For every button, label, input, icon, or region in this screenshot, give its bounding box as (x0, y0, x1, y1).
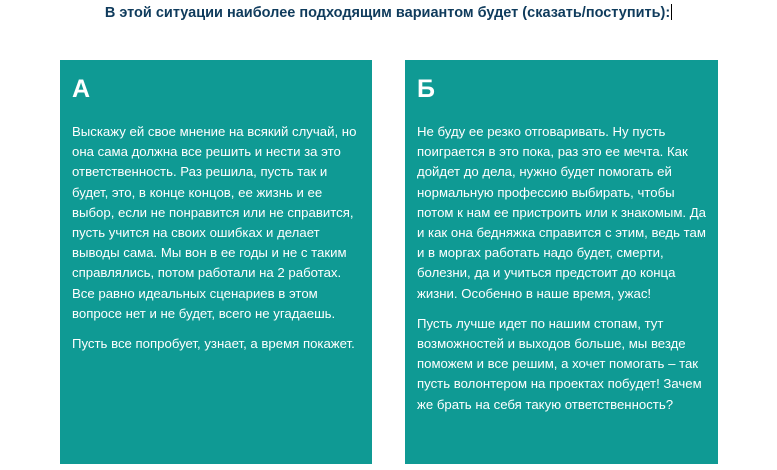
option-paragraph: Выскажу ей свое мнение на всякий случай, но она сама должна все решить и нести за это ответственность. Раз решила, пусть так и будет, это, в конце концов, ее жизнь и ее выбор, если не понравится или не справится, пусть учится на своих ошибках и делает выводы сама. Мы вон в ее годы и не с таким справлялись, потом работали на 2 работах. Все равно идеальных сценариев в этом вопросе нет и не будет, всего не угадаешь. (72, 124, 357, 321)
question-text: В этой ситуации наиболее подходящим вариантом будет (сказать/поступить): (104, 5, 671, 21)
option-paragraph: Пусть лучше идет по нашим стопам, тут возможностей и выходов больше, мы везде поможем и все решим, а хочет помогать – так пусть волонтером на проектах побудет! Зачем же брать на себя такую ответственность? (417, 315, 702, 412)
option-letter: Б (417, 75, 435, 103)
option-card-a[interactable] (60, 60, 372, 464)
option-paragraph: Не буду ее резко отговаривать. Ну пусть поиграется в это пока, раз это ее мечта. Как дойдет до дела, нужно будет помогать ей нормальную профессию выбирать, чтобы потом к нам ее пристроить или к знакомым. Да и как она бедняжка справится с этим, ведь там и в моргах работать надо будет, смерти, болезни, да и учиться предстоит до конца жизни. Особенно в наше время, ужас! (417, 124, 706, 301)
text-cursor (671, 4, 672, 20)
option-paragraph: Пусть все попробует, узнает, а время покажет. (72, 336, 355, 352)
option-letter: А (72, 75, 91, 103)
question-prompt (0, 4, 777, 21)
option-card-b[interactable] (405, 60, 718, 464)
